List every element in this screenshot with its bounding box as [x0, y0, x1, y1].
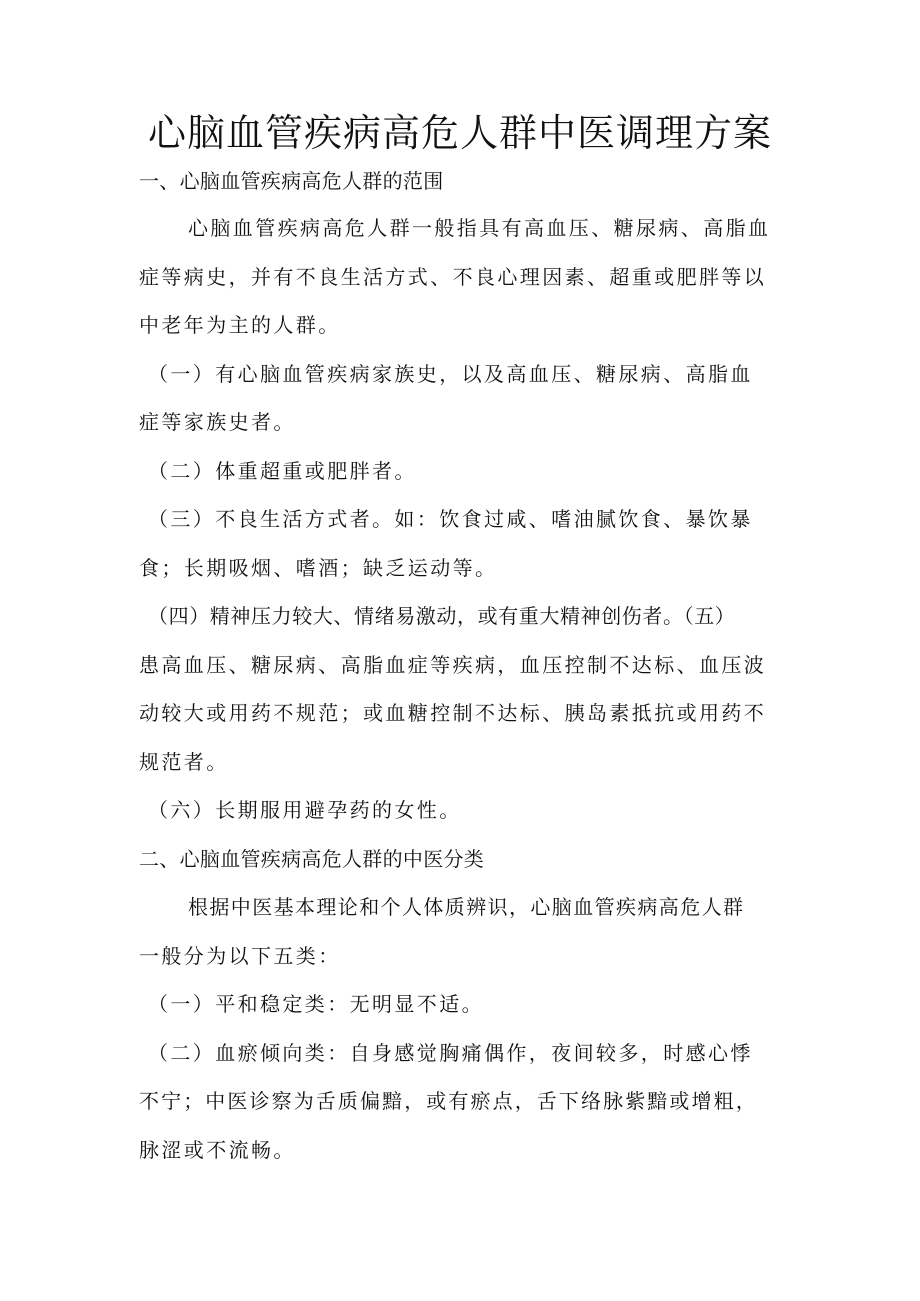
list-item-line: （二）血瘀倾向类：自身感觉胸痛偶作，夜间较多，时感心悸: [148, 1041, 753, 1065]
list-item-line: （四）精神压力较大、情绪易激动，或有重大精神创伤者。（五）: [148, 604, 736, 628]
list-item-line: 动较大或用药不规范；或血糖控制不达标、胰岛素抵抗或用药不: [139, 701, 767, 725]
paragraph-line: 一般分为以下五类：: [139, 944, 341, 968]
list-item-line: （一）有心脑血管疾病家族史，以及高血压、糖尿病、高脂血: [148, 362, 753, 386]
list-item-line: 患高血压、糖尿病、高脂血症等疾病，血压控制不达标、血压波: [139, 653, 767, 677]
list-item-line: 症等家族史者。: [139, 410, 296, 434]
list-item-line: （六）长期服用避孕药的女性。: [148, 798, 462, 822]
list-item-line: 脉涩或不流畅。: [139, 1138, 296, 1162]
list-item-line: （三）不良生活方式者。如：饮食过咸、嗜油腻饮食、暴饮暴: [148, 507, 753, 531]
paragraph-line: 症等病史，并有不良生活方式、不良心理因素、超重或肥胖等以: [139, 265, 767, 289]
paragraph-line: 中老年为主的人群。: [139, 313, 341, 337]
document-title: 心脑血管疾病高危人群中医调理方案: [147, 111, 772, 155]
list-item-line: 不宁；中医诊察为舌质偏黯，或有瘀点，舌下络脉紫黯或增粗，: [139, 1089, 758, 1113]
section-heading-2: 二、心脑血管疾病高危人群的中医分类: [139, 847, 485, 871]
list-item-line: 规范者。: [139, 750, 229, 774]
list-item-line: 食；长期吸烟、嗜酒；缺乏运动等。: [139, 556, 498, 580]
paragraph-line: 根据中医基本理论和个人体质辨识，心脑血管疾病高危人群: [188, 895, 745, 919]
list-item-line: （一）平和稳定类：无明显不适。: [148, 992, 484, 1016]
section-heading-1: 一、心脑血管疾病高危人群的范围: [139, 169, 444, 193]
paragraph-line: 心脑血管疾病高危人群一般指具有高血压、糖尿病、高脂血: [188, 216, 771, 240]
list-item-line: （二）体重超重或肥胖者。: [148, 459, 417, 483]
